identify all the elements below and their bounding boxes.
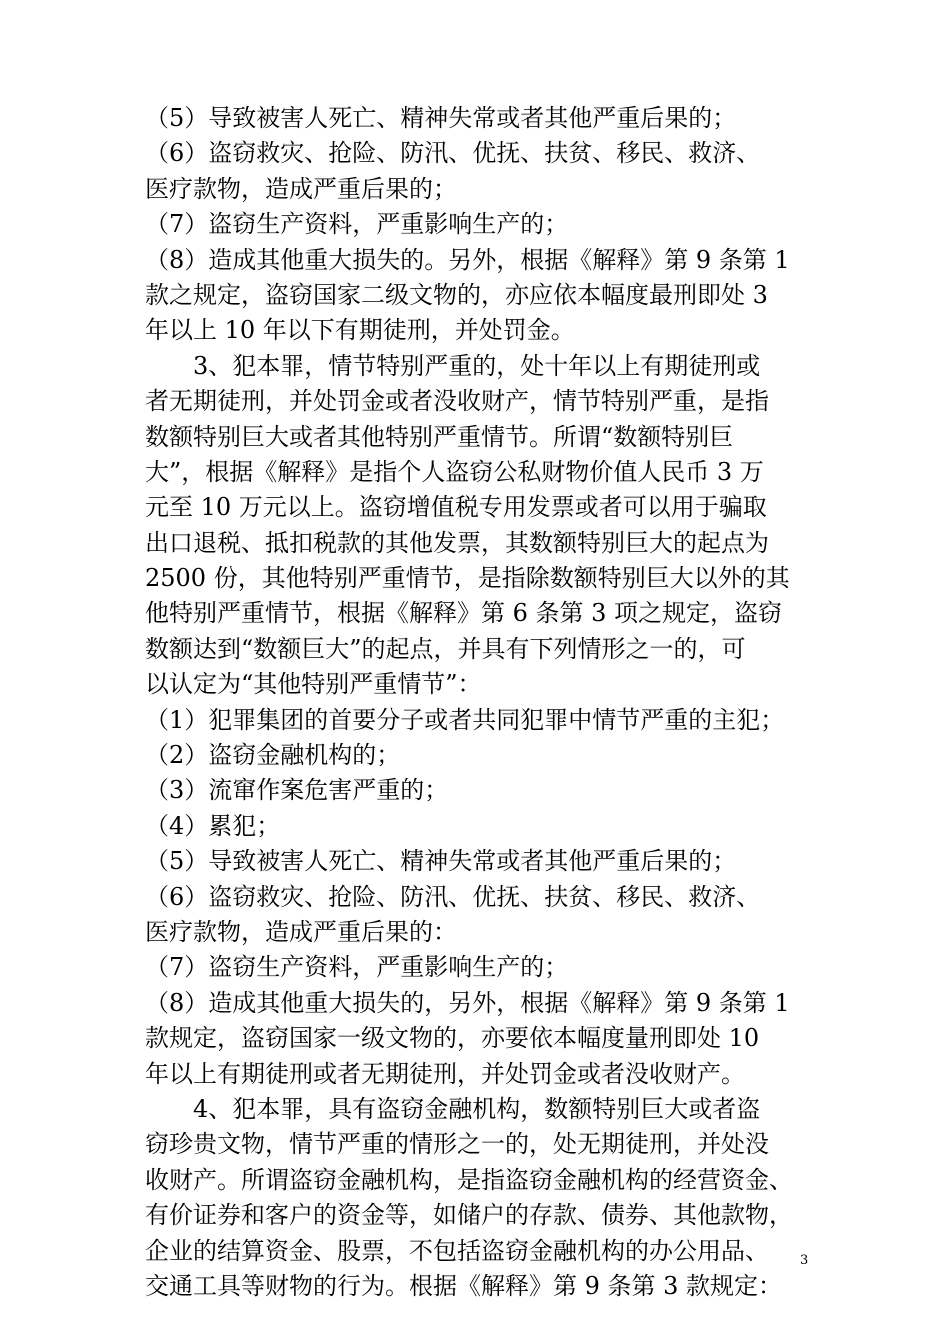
text-line: 收财产。所谓盗窃金融机构，是指盗窃金融机构的经营资金、 [145, 1165, 793, 1194]
paragraph-first-line: 3、犯本罪，情节特别严重的，处十年以上有期徒刑或 [193, 351, 761, 380]
text-line: （2）盗窃金融机构的； [145, 741, 401, 770]
text-line: 交通工具等财物的行为。根据《解释》第 9 条第 3 款规定： [145, 1271, 783, 1300]
text-line: 大”，根据《解释》是指个人盗窃公私财物价值人民币 3 万 [145, 457, 764, 486]
text-line: 窃珍贵文物，情节严重的情形之一的，处无期徒刑，并处没 [145, 1130, 769, 1159]
text-line: （3）流窜作案危害严重的； [145, 776, 449, 805]
text-line: （8）造成其他重大损失的。另外，根据《解释》第 9 条第 1 [145, 245, 790, 274]
text-line: （5）导致被害人死亡、精神失常或者其他严重后果的； [145, 104, 737, 132]
text-line: （6）盗窃救灾、抢险、防汛、优抚、扶贫、移民、救济、 [145, 139, 761, 168]
text-line: 医疗款物，造成严重后果的： [145, 917, 457, 946]
paragraph-first-line: 4、犯本罪，具有盗窃金融机构，数额特别巨大或者盗 [193, 1094, 761, 1123]
text-line: （6）盗窃救灾、抢险、防汛、优抚、扶贫、移民、救济、 [145, 882, 761, 911]
text-line: 款之规定，盗窃国家二级文物的，亦应依本幅度最刑即处 3 [145, 280, 768, 309]
text-line: 元至 10 万元以上。盗窃增值税专用发票或者可以用于骗取 [145, 493, 767, 522]
text-line: 年以上 10 年以下有期徒刑，并处罚金。 [145, 316, 575, 345]
text-line: 出口退税、抵扣税款的其他发票，其数额特别巨大的起点为 [145, 528, 769, 557]
text-line: （1）犯罪集团的首要分子或者共同犯罪中情节严重的主犯； [145, 705, 785, 734]
text-line: （8）造成其他重大损失的，另外，根据《解释》第 9 条第 1 [145, 988, 790, 1017]
text-line: 医疗款物，造成严重后果的； [145, 174, 457, 203]
text-line: （4）累犯； [145, 811, 281, 840]
text-line: 款规定，盗窃国家一级文物的，亦要依本幅度量刑即处 10 [145, 1024, 760, 1053]
text-line: 者无期徒刑，并处罚金或者没收财产，情节特别严重，是指 [145, 387, 769, 416]
text-line: 数额特别巨大或者其他特别严重情节。所谓“数额特别巨 [145, 422, 734, 451]
text-line: （7）盗窃生产资料，严重影响生产的； [145, 953, 569, 982]
text-line: （5）导致被害人死亡、精神失常或者其他严重后果的； [145, 847, 737, 876]
text-line: 2500 份，其他特别严重情节，是指除数额特别巨大以外的其 [145, 564, 790, 593]
text-line: （7）盗窃生产资料，严重影响生产的； [145, 210, 569, 239]
text-line: 企业的结算资金、股票，不包括盗窃金融机构的办公用品、 [145, 1236, 769, 1265]
text-line: 年以上有期徒刑或者无期徒刑，并处罚金或者没收财产。 [145, 1059, 745, 1088]
text-line: 数额达到“数额巨大”的起点，并具有下列情形之一的，可 [145, 634, 746, 663]
page-number: 3 [800, 1253, 809, 1268]
text-line: 以认定为“其他特别严重情节”： [145, 670, 482, 699]
body-text [145, 101, 817, 1304]
text-line: 他特别严重情节，根据《解释》第 6 条第 3 项之规定，盗窃 [145, 599, 783, 628]
text-line: 有价证券和客户的资金等，如储户的存款、债券、其他款物， [145, 1201, 793, 1230]
